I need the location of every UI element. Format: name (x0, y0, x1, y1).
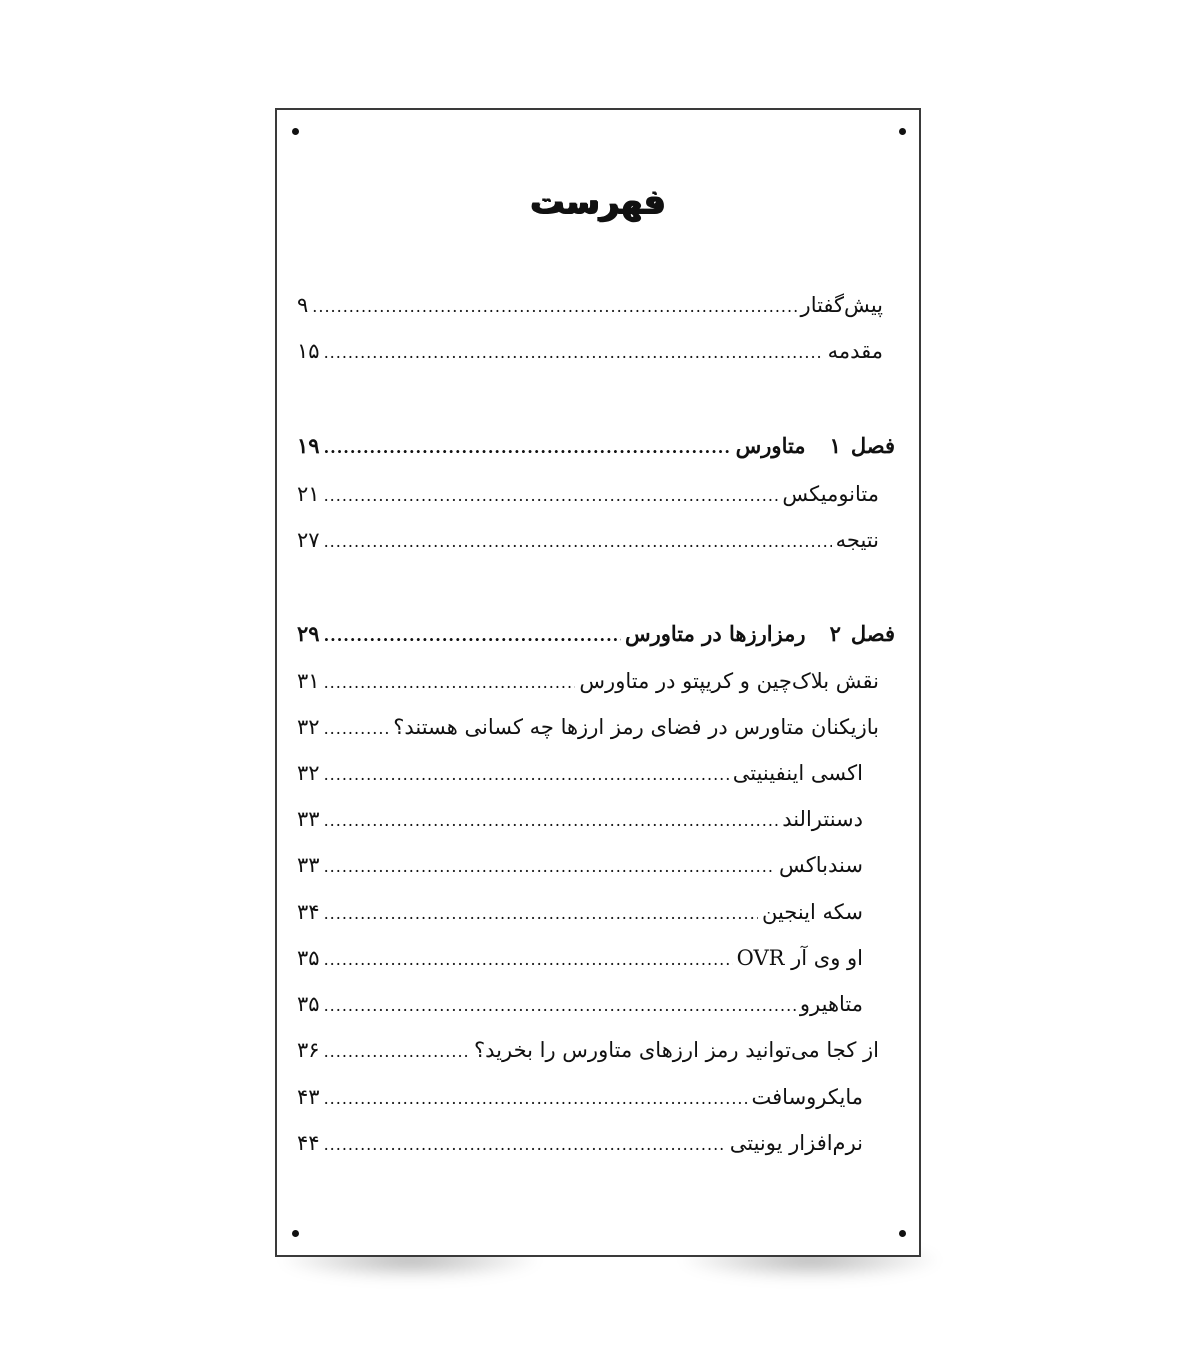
entry-page: ۳۳ (297, 807, 320, 831)
entry-page: ۳۲ (297, 715, 320, 739)
toc-entry (297, 712, 879, 744)
entry-page: ۳۵ (297, 992, 320, 1016)
entry-label: سکه اینجین (761, 900, 863, 924)
entry-page: ۱۵ (297, 339, 320, 363)
dot-leader (324, 1130, 726, 1160)
entry-label: متانومیکس (782, 482, 879, 506)
entry-label: او وی آر OVR (736, 946, 863, 970)
entry-label: از کجا می‌توانید رمز ارزهای متاورس را بخرید؟ (473, 1038, 879, 1062)
entry-label: پیش‌گفتار (800, 293, 883, 317)
toc-entry (297, 666, 879, 698)
toc-page (275, 108, 921, 1257)
chapter-page: ۱۹ (297, 433, 320, 458)
entry-label: متاهیرو (799, 992, 863, 1016)
entry-page: ۲۱ (297, 482, 320, 506)
entry-page: ۹ (297, 293, 309, 317)
chapter-label (736, 431, 895, 461)
toc-entry (297, 1128, 863, 1160)
chapter-title: رمزارزها در متاورس (624, 621, 806, 646)
toc-entry (297, 479, 879, 511)
dot-leader (324, 668, 576, 698)
dot-leader (324, 481, 779, 511)
entry-page: ۳۴ (297, 900, 320, 924)
entry-page: ۴۴ (297, 1131, 320, 1155)
entry-label: مایکروسافت (751, 1085, 863, 1109)
entry-page: ۲۷ (297, 528, 320, 552)
dot-leader (324, 1037, 470, 1067)
dot-leader (324, 433, 732, 463)
chapter-number: ۱ (829, 433, 841, 458)
dot-leader (324, 991, 796, 1021)
entry-label: مقدمه (827, 339, 883, 363)
dot-leader (324, 899, 758, 929)
corner-dot (899, 128, 906, 135)
toc-entry (297, 525, 879, 557)
dot-leader (312, 292, 796, 322)
toc-entry (297, 804, 863, 836)
chapter-title: متاورس (735, 433, 806, 458)
page-title: فهرست (530, 182, 666, 222)
chapter-label (625, 619, 895, 649)
dot-leader (324, 1084, 748, 1114)
toc-entry (297, 1082, 863, 1114)
dot-leader (324, 527, 832, 557)
corner-dot (899, 1230, 906, 1237)
dot-leader (324, 621, 621, 651)
toc-entry (297, 758, 863, 790)
chapter-prefix: فصل (850, 621, 895, 646)
entry-label: بازیکنان متاورس در فضای رمز ارزها چه کسانی هستند؟ (393, 715, 879, 739)
entry-page: ۴۳ (297, 1085, 320, 1109)
entry-label: نرم‌افزار یونیتی (729, 1131, 863, 1155)
chapter-number: ۲ (829, 621, 841, 646)
toc-entry (297, 897, 863, 929)
entry-page: ۳۱ (297, 669, 320, 693)
entry-label: سندباکس (779, 853, 863, 877)
dot-leader (324, 760, 729, 790)
toc-entry (297, 336, 883, 368)
chapter-heading (297, 619, 895, 651)
dot-leader (324, 806, 779, 836)
corner-dot (292, 1230, 299, 1237)
chapter-page: ۲۹ (297, 621, 320, 646)
entry-label: اکسی اینفینیتی (732, 761, 863, 785)
dot-leader (324, 338, 824, 368)
dot-leader (324, 714, 390, 744)
corner-dot (292, 128, 299, 135)
toc-entry (297, 943, 863, 975)
dot-leader (324, 852, 775, 882)
toc-entry (297, 850, 863, 882)
entry-page: ۳۵ (297, 946, 320, 970)
entry-label: دسنترالند (782, 807, 863, 831)
chapter-prefix: فصل (850, 433, 895, 458)
entry-label: نتیجه (835, 528, 879, 552)
toc-entry (297, 290, 883, 322)
chapter-heading (297, 431, 895, 463)
dot-leader (324, 945, 733, 975)
entry-page: ۳۲ (297, 761, 320, 785)
toc-entry (297, 1035, 879, 1067)
entry-page: ۳۳ (297, 853, 320, 877)
toc-entry (297, 989, 863, 1021)
entry-label: نقش بلاک‌چین و کریپتو در متاورس (579, 669, 879, 693)
entry-page: ۳۶ (297, 1038, 320, 1062)
